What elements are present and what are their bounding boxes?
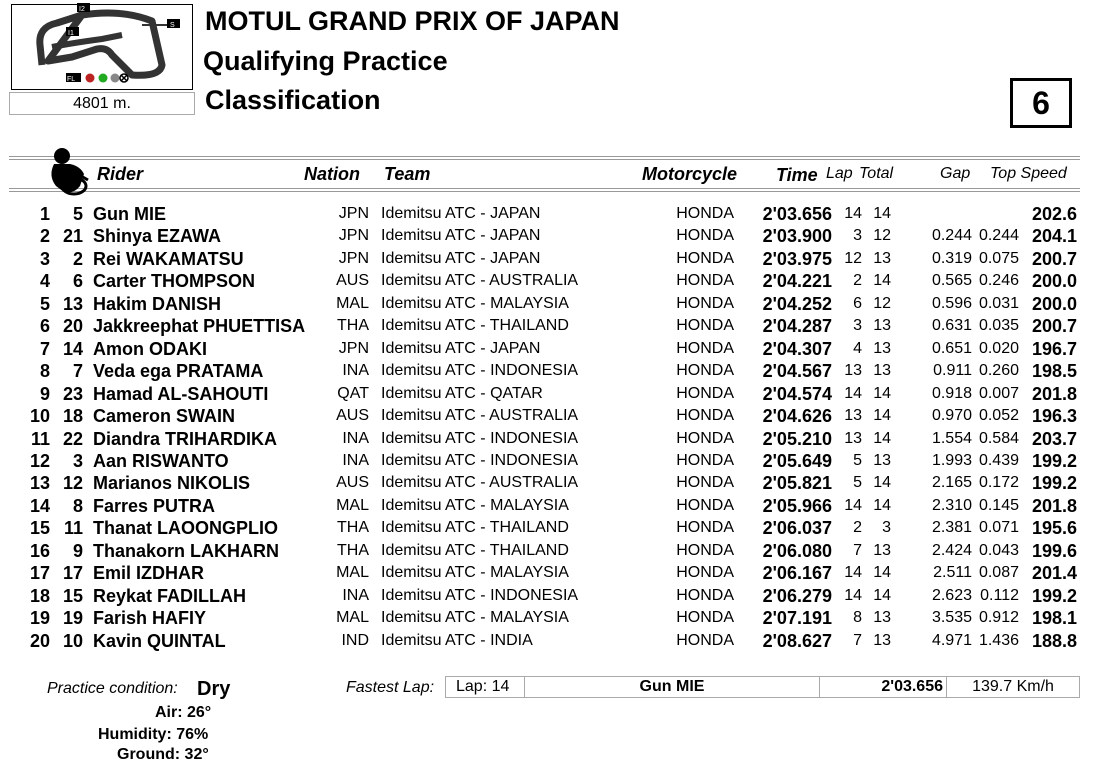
- gap-previous: 1.436: [978, 631, 1019, 649]
- top-speed: 201.4: [1031, 563, 1077, 584]
- top-speed: 188.8: [1031, 630, 1077, 651]
- lap-time: 2'08.627: [762, 630, 832, 651]
- page-number: 6: [1010, 78, 1072, 128]
- team: Idemitsu ATC - JAPAN: [381, 227, 541, 245]
- best-lap: 6: [853, 294, 862, 312]
- divider: [9, 188, 1080, 189]
- top-speed: 198.5: [1031, 361, 1077, 382]
- total-laps: 13: [873, 631, 891, 649]
- nation: MAL: [336, 294, 369, 312]
- motorcycle-rider-icon: [44, 146, 92, 196]
- best-lap: 3: [853, 317, 862, 335]
- gap-previous: 0.112: [980, 586, 1019, 604]
- team: Idemitsu ATC - AUSTRALIA: [381, 407, 579, 425]
- fastest-lap-number: Lap: 14: [445, 676, 525, 698]
- motorcycle: HONDA: [676, 586, 734, 604]
- gap-first: 2.424: [931, 541, 972, 559]
- table-row: [0, 406, 1100, 428]
- top-speed: 201.8: [1031, 495, 1077, 516]
- motorcycle: HONDA: [676, 474, 734, 492]
- col-rider: Rider: [97, 164, 144, 184]
- table-row: [0, 226, 1100, 248]
- rider-name: Emil IZDHAR: [93, 563, 205, 584]
- total-laps: 12: [873, 227, 891, 245]
- nation: INA: [342, 362, 369, 380]
- motorcycle: HONDA: [676, 205, 734, 222]
- gap-first: 0.319: [931, 249, 972, 267]
- fastest-lap-label: Fastest Lap:: [346, 679, 435, 696]
- team: Idemitsu ATC - THAILAND: [381, 541, 569, 559]
- table-row: [0, 473, 1100, 495]
- best-lap: 2: [853, 272, 862, 290]
- lap-time: 2'06.167: [762, 563, 832, 584]
- humidity: Humidity: 76%: [98, 726, 209, 743]
- top-speed: 199.6: [1031, 540, 1077, 561]
- col-top-speed: Top Speed: [990, 165, 1067, 182]
- gap-previous: 0.035: [978, 317, 1019, 335]
- svg-text:I2: I2: [79, 6, 85, 13]
- total-laps: 14: [873, 586, 891, 604]
- table-row: [0, 249, 1100, 271]
- top-speed: 200.0: [1031, 271, 1077, 292]
- team: Idemitsu ATC - MALAYSIA: [381, 609, 569, 627]
- top-speed: 200.7: [1031, 316, 1077, 337]
- divider: [9, 159, 1080, 160]
- nation: THA: [337, 519, 369, 537]
- motorcycle: HONDA: [676, 541, 734, 559]
- total-laps: 3: [882, 519, 891, 537]
- top-speed: 198.1: [1031, 608, 1077, 629]
- team: Idemitsu ATC - INDONESIA: [381, 451, 579, 469]
- rider-number: 23: [62, 383, 83, 404]
- position: 14: [29, 495, 50, 516]
- motorcycle: HONDA: [676, 564, 734, 582]
- gap-first: 0.651: [931, 339, 972, 357]
- team: Idemitsu ATC - MALAYSIA: [381, 496, 569, 514]
- gap-previous: 0.584: [978, 429, 1019, 447]
- motorcycle: HONDA: [676, 407, 734, 425]
- total-laps: 14: [873, 407, 891, 425]
- svg-text:S: S: [170, 22, 175, 29]
- best-lap: 14: [844, 205, 862, 222]
- position: 1: [39, 204, 50, 224]
- rider-name: Kavin QUINTAL: [93, 630, 226, 651]
- team: Idemitsu ATC - QATAR: [381, 384, 543, 402]
- position: 17: [29, 563, 50, 584]
- table-row: [0, 204, 1100, 226]
- table-row: [0, 586, 1100, 608]
- total-laps: 13: [873, 339, 891, 357]
- rider-name: Cameron SWAIN: [93, 406, 236, 427]
- gap-first: 0.911: [933, 362, 972, 380]
- col-time: Time: [776, 165, 818, 185]
- lap-time: 2'05.821: [762, 473, 832, 494]
- position: 6: [39, 316, 50, 337]
- rider-name: Amon ODAKI: [93, 338, 207, 359]
- nation: JPN: [338, 227, 369, 245]
- track-map: [11, 4, 193, 90]
- total-laps: 14: [873, 272, 891, 290]
- col-nation: Nation: [304, 164, 360, 184]
- rider-number: 5: [72, 204, 83, 224]
- rider-number: 6: [72, 271, 83, 292]
- lap-time: 2'06.037: [762, 518, 832, 539]
- section-name: Classification: [205, 85, 381, 115]
- lap-time: 2'04.574: [762, 383, 832, 404]
- team: Idemitsu ATC - MALAYSIA: [381, 294, 569, 312]
- table-row: [0, 563, 1100, 585]
- table-row: [0, 518, 1100, 540]
- team: Idemitsu ATC - INDONESIA: [381, 429, 579, 447]
- lap-time: 2'07.191: [762, 608, 832, 629]
- gap-first: 1.554: [931, 429, 972, 447]
- position: 20: [29, 630, 50, 651]
- lap-time: 2'05.649: [762, 450, 832, 471]
- total-laps: 14: [873, 429, 891, 447]
- nation: MAL: [336, 496, 369, 514]
- team: Idemitsu ATC - JAPAN: [381, 205, 541, 222]
- total-laps: 12: [873, 294, 891, 312]
- best-lap: 4: [853, 339, 862, 357]
- best-lap: 14: [844, 586, 862, 604]
- top-speed: 203.7: [1031, 428, 1077, 449]
- motorcycle: HONDA: [676, 227, 734, 245]
- rider-number: 2: [72, 248, 83, 269]
- best-lap: 7: [853, 541, 862, 559]
- rider-name: Thanat LAOONGPLIO: [93, 518, 279, 539]
- rider-name: Carter THOMPSON: [93, 271, 256, 292]
- lap-time: 2'04.626: [762, 406, 832, 427]
- table-row: [0, 316, 1100, 338]
- nation: AUS: [336, 407, 369, 425]
- nation: INA: [342, 451, 369, 469]
- motorcycle: HONDA: [676, 339, 734, 357]
- position: 2: [39, 226, 50, 247]
- gap-previous: 0.031: [978, 294, 1019, 312]
- rider-name: Aan RISWANTO: [93, 450, 229, 471]
- team: Idemitsu ATC - MALAYSIA: [381, 564, 569, 582]
- top-speed: 202.6: [1031, 204, 1077, 224]
- motorcycle: HONDA: [676, 317, 734, 335]
- motorcycle: HONDA: [676, 272, 734, 290]
- lap-time: 2'04.287: [762, 316, 832, 337]
- top-speed: 200.0: [1031, 293, 1077, 314]
- motorcycle: HONDA: [676, 384, 734, 402]
- rider-number: 18: [62, 406, 83, 427]
- session-name: Qualifying Practice: [203, 46, 448, 76]
- rider-name: Shinya EZAWA: [93, 226, 222, 247]
- table-row: [0, 608, 1100, 630]
- total-laps: 13: [873, 609, 891, 627]
- top-speed: 196.7: [1031, 338, 1077, 359]
- condition-value: Dry: [197, 678, 231, 700]
- rider-name: Hakim DANISH: [93, 293, 222, 314]
- position: 18: [29, 585, 50, 606]
- position: 11: [30, 428, 50, 449]
- total-laps: 13: [873, 249, 891, 267]
- position: 13: [29, 473, 50, 494]
- gap-previous: 0.075: [978, 249, 1019, 267]
- rider-name: Veda ega PRATAMA: [93, 361, 264, 382]
- rider-number: 3: [72, 450, 83, 471]
- lap-time: 2'03.975: [762, 248, 832, 269]
- rider-name: Marianos NIKOLIS: [93, 473, 251, 494]
- motorcycle: HONDA: [676, 496, 734, 514]
- fastest-lap-time: 2'03.656: [819, 676, 947, 698]
- total-laps: 13: [873, 362, 891, 380]
- team: Idemitsu ATC - INDONESIA: [381, 362, 579, 380]
- rider-name: Rei WAKAMATSU: [93, 248, 244, 269]
- svg-text:I1: I1: [68, 30, 74, 37]
- top-speed: 199.2: [1031, 450, 1077, 471]
- best-lap: 14: [844, 564, 862, 582]
- rider-number: 14: [62, 338, 83, 359]
- team: Idemitsu ATC - AUSTRALIA: [381, 474, 579, 492]
- nation: THA: [337, 541, 369, 559]
- total-laps: 14: [873, 496, 891, 514]
- nation: INA: [342, 586, 369, 604]
- best-lap: 8: [853, 609, 862, 627]
- team: Idemitsu ATC - JAPAN: [381, 339, 541, 357]
- gap-first: 1.993: [931, 451, 972, 469]
- rider-name: Diandra TRIHARDIKA: [93, 428, 278, 449]
- total-laps: 13: [873, 451, 891, 469]
- table-row: [0, 496, 1100, 518]
- nation: AUS: [336, 272, 369, 290]
- total-laps: 13: [873, 541, 891, 559]
- team: Idemitsu ATC - INDIA: [381, 631, 533, 649]
- lap-time: 2'03.656: [762, 204, 832, 224]
- lap-time: 2'04.307: [762, 338, 832, 359]
- lap-time: 2'03.900: [762, 226, 832, 247]
- lap-time: 2'04.252: [762, 293, 832, 314]
- top-speed: 201.8: [1031, 383, 1077, 404]
- total-laps: 13: [873, 317, 891, 335]
- gap-previous: 0.087: [978, 564, 1019, 582]
- lap-time: 2'04.567: [762, 361, 832, 382]
- track-length: 4801 m.: [9, 92, 195, 115]
- gap-first: 0.596: [931, 294, 972, 312]
- motorcycle: HONDA: [676, 429, 734, 447]
- position: 7: [39, 338, 50, 359]
- col-motorcycle: Motorcycle: [642, 164, 738, 184]
- gap-first: 2.310: [931, 496, 972, 514]
- rider-name: Reykat FADILLAH: [93, 585, 247, 606]
- svg-text:FL: FL: [67, 76, 76, 83]
- team: Idemitsu ATC - INDONESIA: [381, 586, 579, 604]
- position: 9: [39, 383, 50, 404]
- gap-first: 0.631: [931, 317, 972, 335]
- gap-first: 0.565: [931, 272, 972, 290]
- rider-name: Hamad AL-SAHOUTI: [93, 383, 269, 404]
- motorcycle: HONDA: [676, 631, 734, 649]
- nation: MAL: [336, 564, 369, 582]
- nation: JPN: [338, 339, 369, 357]
- total-laps: 14: [873, 205, 891, 222]
- team: Idemitsu ATC - THAILAND: [381, 519, 569, 537]
- best-lap: 13: [844, 429, 862, 447]
- rider-number: 19: [62, 608, 83, 629]
- gap-first: 4.971: [931, 631, 972, 649]
- team: Idemitsu ATC - JAPAN: [381, 249, 541, 267]
- gap-first: 3.535: [931, 609, 972, 627]
- best-lap: 14: [844, 384, 862, 402]
- top-speed: 200.7: [1031, 248, 1077, 269]
- best-lap: 13: [844, 407, 862, 425]
- best-lap: 5: [853, 451, 862, 469]
- rider-name: Thanakorn LAKHARN: [93, 540, 280, 561]
- top-speed: 199.2: [1031, 585, 1077, 606]
- rider-number: 20: [62, 316, 83, 337]
- rider-number: 17: [62, 563, 83, 584]
- motorcycle: HONDA: [676, 362, 734, 380]
- rider-number: 12: [62, 473, 83, 494]
- team: Idemitsu ATC - AUSTRALIA: [381, 272, 579, 290]
- gap-first: 0.918: [931, 384, 972, 402]
- top-speed: 196.3: [1031, 406, 1077, 427]
- best-lap: 2: [853, 519, 862, 537]
- table-row: [0, 271, 1100, 293]
- rider-number: 8: [72, 495, 83, 516]
- rider-number: 22: [62, 428, 83, 449]
- gap-previous: 0.244: [978, 227, 1019, 245]
- best-lap: 14: [844, 496, 862, 514]
- divider: [9, 156, 1080, 157]
- divider: [9, 191, 1080, 192]
- gap-first: 2.165: [931, 474, 972, 492]
- position: 19: [29, 608, 50, 629]
- total-laps: 14: [873, 384, 891, 402]
- fastest-lap-speed: 139.7 Km/h: [946, 676, 1080, 698]
- lap-time: 2'05.210: [762, 428, 832, 449]
- position: 8: [39, 361, 50, 382]
- table-row: [0, 451, 1100, 473]
- rider-number: 15: [62, 585, 83, 606]
- gap-first: 0.970: [931, 407, 972, 425]
- rider-name: Farres PUTRA: [93, 495, 216, 516]
- col-team: Team: [384, 164, 431, 184]
- gap-previous: 0.145: [978, 496, 1019, 514]
- nation: JPN: [338, 249, 369, 267]
- ground-temperature: Ground: 32°: [117, 746, 209, 763]
- nation: QAT: [337, 384, 369, 402]
- gap-previous: 0.071: [978, 519, 1019, 537]
- table-row: [0, 631, 1100, 653]
- table-row: [0, 294, 1100, 316]
- nation: INA: [342, 429, 369, 447]
- gap-previous: 0.912: [978, 609, 1019, 627]
- top-speed: 195.6: [1031, 518, 1077, 539]
- gap-previous: 0.020: [978, 339, 1019, 357]
- gap-previous: 0.246: [978, 272, 1019, 290]
- rider-number: 10: [62, 630, 83, 651]
- nation: JPN: [338, 205, 369, 222]
- position: 10: [29, 406, 50, 427]
- best-lap: 7: [853, 631, 862, 649]
- nation: THA: [337, 317, 369, 335]
- col-lap: Lap: [826, 165, 853, 182]
- condition-label: Practice condition:: [47, 680, 178, 697]
- best-lap: 13: [844, 362, 862, 380]
- position: 15: [29, 518, 50, 539]
- gap-previous: 0.052: [978, 407, 1019, 425]
- total-laps: 14: [873, 474, 891, 492]
- gap-previous: 0.172: [978, 474, 1019, 492]
- nation: AUS: [336, 474, 369, 492]
- lap-time: 2'05.966: [762, 495, 832, 516]
- table-row: [0, 541, 1100, 563]
- gap-first: 2.623: [931, 586, 972, 604]
- rider-name: Farish HAFIY: [93, 608, 207, 629]
- gap-previous: 0.260: [978, 362, 1019, 380]
- motorcycle: HONDA: [676, 294, 734, 312]
- col-gap: Gap: [940, 165, 971, 182]
- lap-time: 2'04.221: [762, 271, 832, 292]
- best-lap: 3: [853, 227, 862, 245]
- position: 12: [29, 450, 50, 471]
- best-lap: 5: [853, 474, 862, 492]
- position: 4: [39, 271, 50, 292]
- table-row: [0, 429, 1100, 451]
- gap-first: 2.511: [933, 564, 972, 582]
- position: 3: [39, 248, 50, 269]
- team: Idemitsu ATC - THAILAND: [381, 317, 569, 335]
- rider-number: 7: [72, 361, 83, 382]
- nation: MAL: [336, 609, 369, 627]
- table-row: [0, 361, 1100, 383]
- gap-previous: 0.439: [978, 451, 1019, 469]
- top-speed: 204.1: [1031, 226, 1077, 247]
- lap-time: 2'06.279: [762, 585, 832, 606]
- fastest-lap-rider: Gun MIE: [524, 676, 820, 698]
- motorcycle: HONDA: [676, 519, 734, 537]
- rider-name: Jakkreephat PHUETTISA: [93, 316, 306, 337]
- top-speed: 199.2: [1031, 473, 1077, 494]
- rider-number: 9: [72, 540, 83, 561]
- motorcycle: HONDA: [676, 451, 734, 469]
- circuit-outline-icon: [12, 5, 192, 89]
- gap-first: 2.381: [931, 519, 972, 537]
- rider-name: Gun MIE: [93, 204, 166, 224]
- rider-number: 11: [63, 518, 83, 539]
- col-total: Total: [859, 165, 894, 182]
- air-temperature: Air: 26°: [155, 704, 212, 721]
- table-row: [0, 384, 1100, 406]
- best-lap: 12: [844, 249, 862, 267]
- position: 5: [39, 293, 50, 314]
- gap-previous: 0.007: [978, 384, 1019, 402]
- gap-previous: 0.043: [978, 541, 1019, 559]
- motorcycle: HONDA: [676, 249, 734, 267]
- rider-number: 13: [62, 293, 83, 314]
- table-row: [0, 339, 1100, 361]
- total-laps: 14: [873, 564, 891, 582]
- nation: IND: [341, 631, 369, 649]
- motorcycle: HONDA: [676, 609, 734, 627]
- lap-time: 2'06.080: [762, 540, 832, 561]
- rider-number: 21: [62, 226, 83, 247]
- gap-first: 0.244: [931, 227, 972, 245]
- position: 16: [29, 540, 50, 561]
- page-title: MOTUL GRAND PRIX OF JAPAN: [205, 6, 620, 36]
